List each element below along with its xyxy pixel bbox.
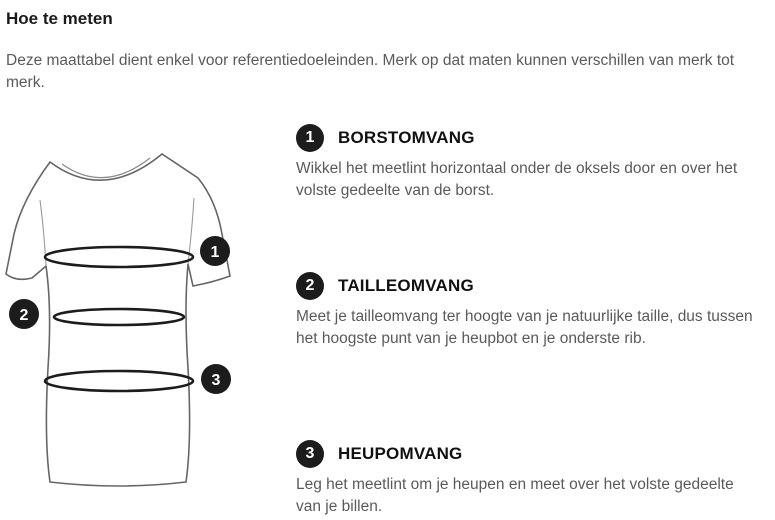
step-bust [296,124,756,202]
marker-3 [201,364,231,394]
step-hips-header [296,440,756,468]
step-1-number-icon: 1 [296,124,324,152]
step-bust-title: BORSTOMVANG [338,128,475,147]
marker-2-label: 2 [19,307,29,324]
step-hips-description: Leg het meetlint om je heupen en meet over het volste gedeelte van je billen. [296,476,734,515]
step-2-number-icon: 2 [296,272,324,300]
step-waist [296,272,756,350]
step-waist-title: TAILLEOMVANG [338,276,474,295]
step-waist-header [296,272,756,300]
intro-text: Deze maattabel dient enkel voor referentiedoeleinden. Merk op dat maten kunnen verschillen van merk tot merk. [6,52,735,91]
dress-outline [6,154,230,486]
step-waist-description: Meet je tailleomvang ter hoogte van je natuurlijke taille, dus tussen het hoogste punt van je heupbot en je onderste rib. [296,308,753,347]
step-bust-description: Wikkel het meetlint horizontaal onder de oksels door en over het volste gedeelte van de borst. [296,160,738,199]
marker-2 [9,299,39,329]
step-3-number-icon: 3 [296,440,324,468]
step-hips [296,440,756,518]
marker-1-label: 1 [210,244,220,261]
page-title: Hoe te meten [6,9,113,28]
step-bust-header [296,124,756,152]
step-hips-title: HEUPOMVANG [338,444,463,463]
dress-illustration [0,140,250,520]
marker-1 [200,236,230,266]
marker-3-label: 3 [211,372,221,389]
